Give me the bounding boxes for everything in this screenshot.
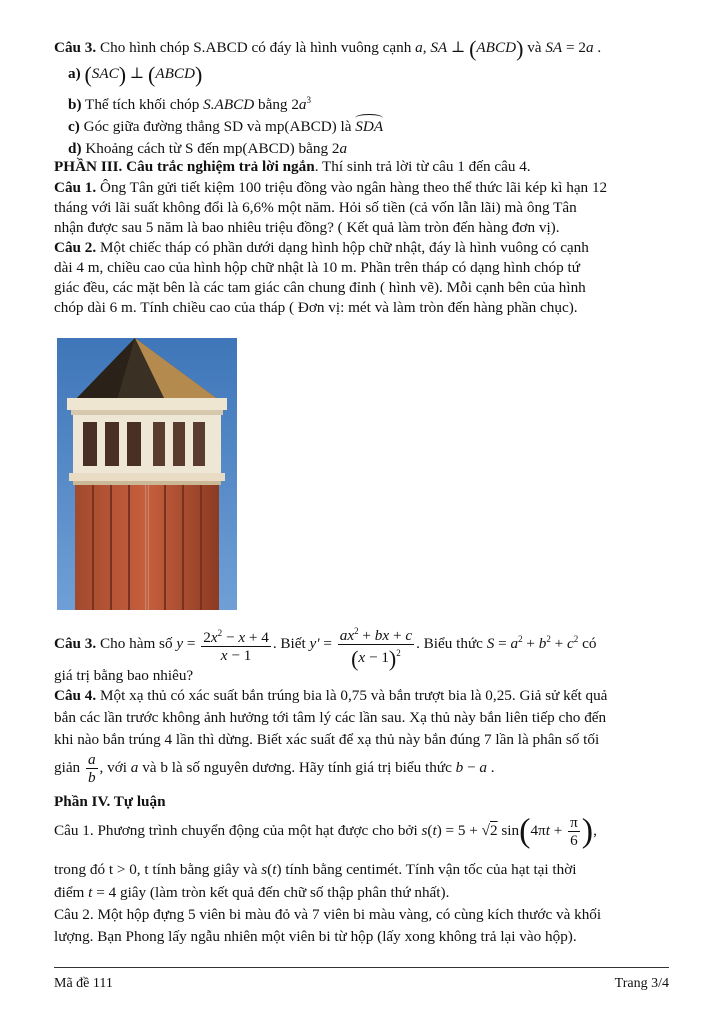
option-c: c) Góc giữa đường thẳng SD và mp(ABCD) là SDA [68,118,384,135]
question-4-line: bắn các lần trước không ảnh hưởng tới tâm lý các lần sau. Xạ thủ này bắn liên tiếp cho đến [54,709,607,726]
question-3-function-line2: giá trị bằng bao nhiêu? [54,667,194,684]
fraction-a-over-b: $\frac{a}{b}$ [87,751,96,787]
question-2-line: Câu 2. Một chiếc tháp có phần dưới dạng hình hộp chữ nhật, đáy là hình vuông có cạnh [54,239,589,256]
footer-divider [54,967,669,968]
question-4-line: Câu 4. Một xạ thủ có xác suất bắn trúng bia là 0,75 và bắn trượt bia là 0,25. Giả sử kết quả [54,687,608,704]
question-3-pyramid: Câu 3. Cho hình chóp S.ABCD có đáy là hình vuông cạnh a, SA ⊥ (ABCD) và SA = 2a . [54,35,602,61]
section-4-heading: Phần IV. Tự luận [54,793,166,810]
question-2-line: dài 4 m, chiều cao của hình hộp chữ nhật là 10 m. Phần trên tháp có dạng hình chóp tứ [54,259,580,276]
question-3-function: Câu 3. Cho hàm số y = $\frac{2x^2 - x + 4}{x - 1}$ . Biết y′ = $\frac{ax^2 + bx + c}{(x - 1)^2}$ . Biểu thức $S = a^2 + b^2 + c^2$ có [54,614,669,664]
section-3-heading: PHẦN III. Câu trắc nghiệm trả lời ngắn. Thí sinh trả lời từ câu 1 đến câu 4. [54,158,531,175]
question-1-line: Câu 1. Ông Tân gửi tiết kiệm 100 triệu đồng vào ngân hàng theo thể thức lãi kép kì hạn 12 [54,179,608,196]
page-number: Trang 3/4 [614,976,669,991]
derivative-fraction: $\frac{ax^2 + bx + c}{(x - 1)^2}$ [338,623,414,667]
option-b: b) Thể tích khối chóp S.ABCD bằng $2a^3$ [68,95,312,114]
question-4-last-line: giản $\frac{a}{b}$ , với a và b là số nguyên dương. Hãy tính giá trị biểu thức b − a . [54,751,495,787]
question-2-line: chóp dài 6 m. Tính chiều cao của tháp ( Đơn vị: mét và làm tròn đến hàng phần chục). [54,299,578,316]
essay-question-1: Câu 1. Phương trình chuyển động của một hạt được cho bởi s(t) = 5 + √2 sin(4πt + $\frac{\pi}{6}$ ), [54,812,597,850]
essay-question-1-line2: trong đó t > 0, t tính bằng giây và s(t) tính bằng centimét. Tính vận tốc của hạt tại thời [54,861,577,878]
exam-code: Mã đề 111 [54,976,113,991]
question-1-line: nhận được sau 5 năm là bao nhiêu triệu đồng? ( Kết quả làm tròn đến hàng đơn vị). [54,219,560,236]
function-fraction: $\frac{2x^2 - x + 4}{x - 1}$ [201,625,271,664]
pi-over-6: $\frac{\pi}{6}$ [570,814,578,850]
essay-question-2-line: Câu 2. Một hộp đựng 5 viên bi màu đỏ và 7 viên bi màu vàng, có cùng kích thước và khối [54,906,602,923]
essay-question-1-line3: điểm t = 4 giây (làm tròn kết quả đến chữ số thập phân thứ nhất). [54,884,450,901]
option-a: a) (SAC) ⊥ (ABCD) [68,61,203,87]
option-d: d) Khoảng cách từ S đến mp(ABCD) bằng 2a [68,140,348,157]
question-1-line: tháng với lãi suất không đổi là 6,6% một năm. Hỏi số tiền (cả vốn lẫn lãi) mà ông Tân [54,199,577,216]
question-4-line: khi nào bắn trúng 4 lần thì dừng. Biết xác suất để xạ thủ này bắn đúng 7 lần là phân số tối [54,731,600,748]
tower-image [57,338,237,610]
essay-question-2-line: lượng. Bạn Phong lấy ngẫu nhiên một viên bi từ hộp (lấy xong không trả lại vào hộp). [54,928,577,945]
question-2-line: giác đều, các mặt bên là các tam giác cân chung đỉnh ( hình vẽ). Mỗi cạnh bên của hình [54,279,586,296]
